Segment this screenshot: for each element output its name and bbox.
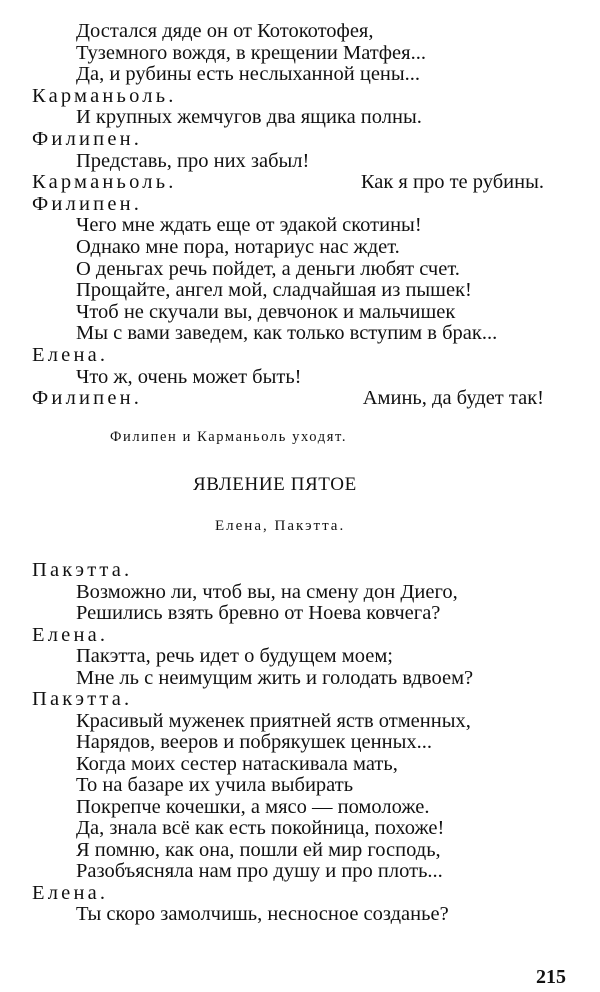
verse-line: Решились взять бревно от Ноева ковчега? bbox=[76, 602, 441, 624]
verse-line: Покрепче кочешки, а мясо — помоложе. bbox=[76, 795, 430, 818]
speaker-name: Елена. bbox=[32, 881, 109, 904]
verse-line: Туземного вождя, в крещении Матфея... bbox=[76, 41, 426, 64]
page-number: 215 bbox=[536, 966, 566, 988]
scene-heading: ЯВЛЕНИЕ ПЯТОЕ bbox=[193, 474, 357, 495]
verse-line: То на базаре их учила выбирать bbox=[76, 774, 354, 796]
speaker-name: Елена. bbox=[32, 623, 109, 646]
stage-direction: Филипен и Карманьоль уходят. bbox=[110, 429, 348, 445]
speaker-name: Карманьоль. bbox=[32, 171, 177, 194]
verse-line-right: Как я про те рубины. bbox=[360, 171, 544, 194]
verse-line: Пакэтта, речь идет о будущем моем; bbox=[76, 645, 393, 667]
verse-line: Красивый муженек приятней яств отменных, bbox=[76, 709, 471, 732]
verse-line-right: Аминь, да будет так! bbox=[362, 387, 544, 410]
verse-line: Нарядов, вееров и побрякушек ценных... bbox=[76, 731, 432, 753]
speaker-name: Карманьоль. bbox=[32, 84, 177, 107]
verse-line: Да, знала всё как есть покойница, похоже! bbox=[76, 817, 445, 839]
verse-line: Когда моих сестер натаскивала мать, bbox=[76, 752, 398, 775]
verse-line: Да, и рубины есть неслыханной цены... bbox=[76, 63, 421, 86]
scene-characters: Елена, Пакэтта. bbox=[215, 518, 346, 534]
speaker-name: Филипен. bbox=[32, 128, 143, 150]
verse-line: И крупных жемчугов два ящика полны. bbox=[76, 106, 422, 129]
verse-line: Мы с вами заведем, как только вступим в брак... bbox=[76, 322, 498, 345]
verse-line: Ты скоро замолчишь, несносное созданье? bbox=[76, 903, 449, 925]
speaker-name: Елена. bbox=[32, 344, 109, 366]
speaker-name: Пакэтта. bbox=[32, 559, 133, 581]
verse-line: Чего мне ждать еще от эдакой скотины! bbox=[76, 214, 422, 237]
verse-line: Прощайте, ангел мой, сладчайшая из пышек! bbox=[76, 279, 472, 302]
speaker-name: Филипен. bbox=[32, 192, 143, 215]
verse-line: Однако мне пора, нотариус нас ждет. bbox=[76, 236, 400, 258]
verse-line: Представь, про них забыл! bbox=[76, 149, 310, 172]
verse-line: О деньгах речь пойдет, а деньги любят счет. bbox=[76, 257, 460, 280]
verse-line: Достался дяде он от Котокотофея, bbox=[76, 20, 374, 42]
verse-line: Чтоб не скучали вы, девчонок и мальчишек bbox=[76, 300, 456, 323]
verse-line: Я помню, как она, пошли ей мир господь, bbox=[76, 838, 441, 861]
verse-line: Что ж, очень может быть! bbox=[76, 365, 302, 388]
speaker-name: Филипен. bbox=[32, 387, 143, 410]
verse-line: Мне ль с неимущим жить и голодать вдвоем? bbox=[76, 666, 474, 689]
speaker-name: Пакэтта. bbox=[32, 688, 133, 710]
verse-line: Возможно ли, чтоб вы, на смену дон Диего, bbox=[76, 580, 458, 603]
verse-line: Разобъясняла нам про душу и про плоть... bbox=[76, 860, 443, 882]
